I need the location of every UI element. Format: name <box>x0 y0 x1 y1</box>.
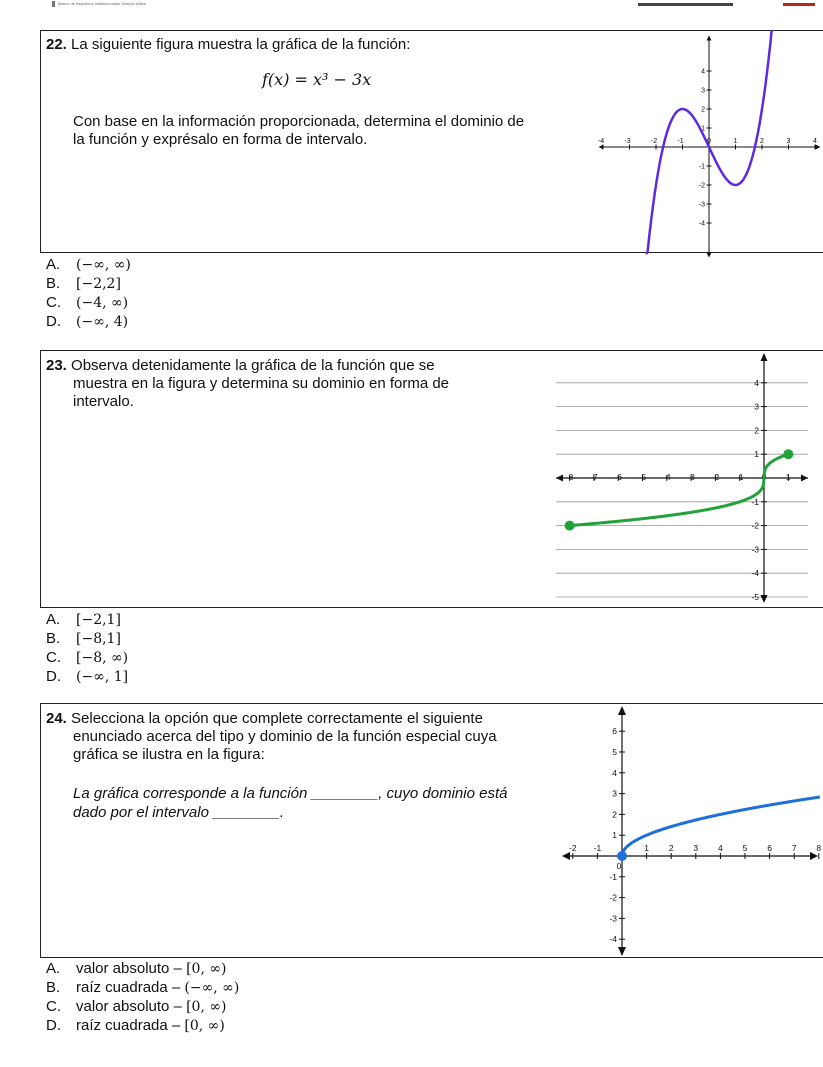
q23-number: 23. <box>46 357 67 374</box>
q22-option-b[interactable]: B. [−2,2] <box>46 275 121 292</box>
x-tick-label: -1 <box>677 138 684 145</box>
y-tick-label: 1 <box>754 449 759 460</box>
x-tick-label: 3 <box>693 843 699 853</box>
y-tick-label: -5 <box>751 592 759 602</box>
y-tick-label: 1 <box>612 830 617 841</box>
y-tick-label: 4 <box>754 377 759 388</box>
x-tick-label: 1 <box>733 138 738 145</box>
chart-cubic-function <box>563 30 823 253</box>
y-tick-label: -1 <box>698 163 705 171</box>
endpoint-dot <box>783 449 793 459</box>
y-tick-label: -3 <box>751 544 759 555</box>
q22-formula: f(x) = x³ − 3x <box>262 70 372 89</box>
q24-line3: gráfica se ilustra en la figura: <box>73 746 265 763</box>
q23-line1 <box>46 357 435 374</box>
y-axis-arrow-down <box>761 595 768 603</box>
x-tick-label: 3 <box>786 138 791 145</box>
x-tick-label: 4 <box>813 138 817 145</box>
y-tick-label: -4 <box>698 220 705 228</box>
y-tick-label: -3 <box>609 913 617 924</box>
q23-option-d[interactable]: D. (−∞, 1] <box>46 668 129 685</box>
x-tick-label: -4 <box>597 138 605 145</box>
y-tick-label: 3 <box>612 788 617 799</box>
page-header <box>0 0 823 12</box>
x-tick-label: -1 <box>593 843 602 853</box>
x-axis-arrow-left <box>556 475 563 482</box>
x-tick-label: -4 <box>663 472 671 482</box>
x-axis-arrow-left <box>562 852 570 860</box>
q23-line2: muestra en la figura y determina su dominio en forma de <box>73 375 450 392</box>
q23-option-c[interactable]: C. [−8, ∞) <box>46 649 129 666</box>
x-tick-label: 0 <box>761 472 767 482</box>
x-tick-label: 1 <box>785 472 791 482</box>
x-tick-label: -3 <box>687 472 695 482</box>
x-tick-label: -5 <box>638 472 647 482</box>
x-axis-arrow-right <box>801 475 808 482</box>
q24-line1 <box>46 710 483 727</box>
q22-intro-text: La siguiente figura muestra la gráfica de la función: <box>71 36 411 53</box>
y-tick-label: -3 <box>698 201 705 209</box>
header-title-bar <box>638 3 733 6</box>
y-tick-label: -4 <box>609 934 617 945</box>
q22-number: 22. <box>46 36 67 53</box>
x-tick-label: 2 <box>760 138 764 145</box>
x-tick-label: 5 <box>742 843 748 853</box>
q24-line1-text: Selecciona la opción que complete correctamente el siguiente <box>71 710 483 727</box>
y-tick-label: 2 <box>612 809 617 820</box>
y-axis-arrow-down <box>618 947 626 956</box>
x-tick-label: -2 <box>650 138 658 145</box>
y-tick-label: 4 <box>612 767 617 778</box>
q23-line1-text: Observa detenidamente la gráfica de la función que se <box>71 357 435 374</box>
y-tick-label: 3 <box>701 87 705 95</box>
x-tick-label: -7 <box>590 472 598 482</box>
y-tick-label: -2 <box>609 892 617 903</box>
q24-fill-line1: La gráfica corresponde a la función ________, cuyo dominio está <box>73 785 508 802</box>
q23-option-a[interactable]: A. [−2,1] <box>46 611 121 628</box>
header-brand-bar <box>783 3 815 6</box>
x-tick-label: 0 <box>707 138 711 145</box>
q22-intro <box>46 36 410 53</box>
q22-body-line2: la función y exprésalo en forma de intervalo. <box>73 131 368 148</box>
y-tick-label: -1 <box>751 496 759 507</box>
x-tick-label: -2 <box>711 472 720 482</box>
x-tick-label: -2 <box>569 843 577 853</box>
q24-option-c[interactable]: C. valor absoluto – [0, ∞) <box>46 998 227 1015</box>
endpoint-dot <box>565 521 575 531</box>
y-axis-arrow-up <box>618 706 626 715</box>
y-tick-label: 1 <box>701 125 705 133</box>
x-tick-label: 4 <box>718 843 723 853</box>
q22-body-line1: Con base en la información proporcionada, determina el dominio de <box>73 113 525 130</box>
q24-option-d[interactable]: D. raíz cuadrada – [0, ∞) <box>46 1017 225 1034</box>
q22-option-c[interactable]: C. (−4, ∞) <box>46 294 129 311</box>
cube-root-curve <box>570 454 789 525</box>
y-tick-label: -2 <box>751 520 759 531</box>
y-tick-label: -1 <box>609 871 617 882</box>
x-tick-label: -6 <box>614 472 622 482</box>
y-tick-label: 5 <box>612 747 617 757</box>
q22-option-d[interactable]: D. (−∞, 4) <box>46 313 129 330</box>
x-tick-label: 7 <box>791 843 797 853</box>
chart-cube-root-function <box>556 351 819 606</box>
q23-line3: intervalo. <box>73 393 134 410</box>
x-tick-label: 1 <box>644 843 649 853</box>
y-tick-label: 3 <box>754 401 759 412</box>
x-axis-arrow-right <box>810 852 818 860</box>
y-tick-label: 2 <box>754 425 759 436</box>
q23-option-b[interactable]: B. [−8,1] <box>46 630 121 647</box>
q24-line2: enunciado acerca del tipo y dominio de la función especial cuya <box>73 728 497 745</box>
y-tick-label: 4 <box>701 68 705 76</box>
q24-option-b[interactable]: B. raíz cuadrada – (−∞, ∞) <box>46 979 240 996</box>
q24-fill-line2: dado por el intervalo ________. <box>73 804 284 821</box>
x-tick-label: -3 <box>624 138 631 145</box>
y-tick-label: -4 <box>751 568 759 579</box>
x-tick-label: 2 <box>668 843 674 853</box>
q24-option-a[interactable]: A. valor absoluto – [0, ∞) <box>46 960 227 977</box>
x-tick-label: 0 <box>616 861 622 871</box>
chart-square-root-function <box>560 704 820 957</box>
endpoint-dot <box>617 851 627 861</box>
y-axis-arrow-up <box>761 353 768 361</box>
x-tick-label: 6 <box>767 843 772 853</box>
y-tick-label: -2 <box>698 182 705 190</box>
x-tick-label: -1 <box>735 472 744 482</box>
x-tick-label: 8 <box>816 843 822 853</box>
q22-option-a[interactable]: A. (−∞, ∞) <box>46 256 131 273</box>
header-logo-mark <box>52 1 55 7</box>
header-left-text: Banco de Reactivos Institucionales Semper Altius <box>58 1 146 6</box>
y-tick-label: 2 <box>701 106 705 114</box>
q24-number: 24. <box>46 710 67 727</box>
x-tick-label: -8 <box>565 472 574 482</box>
y-tick-label: 6 <box>612 726 617 737</box>
